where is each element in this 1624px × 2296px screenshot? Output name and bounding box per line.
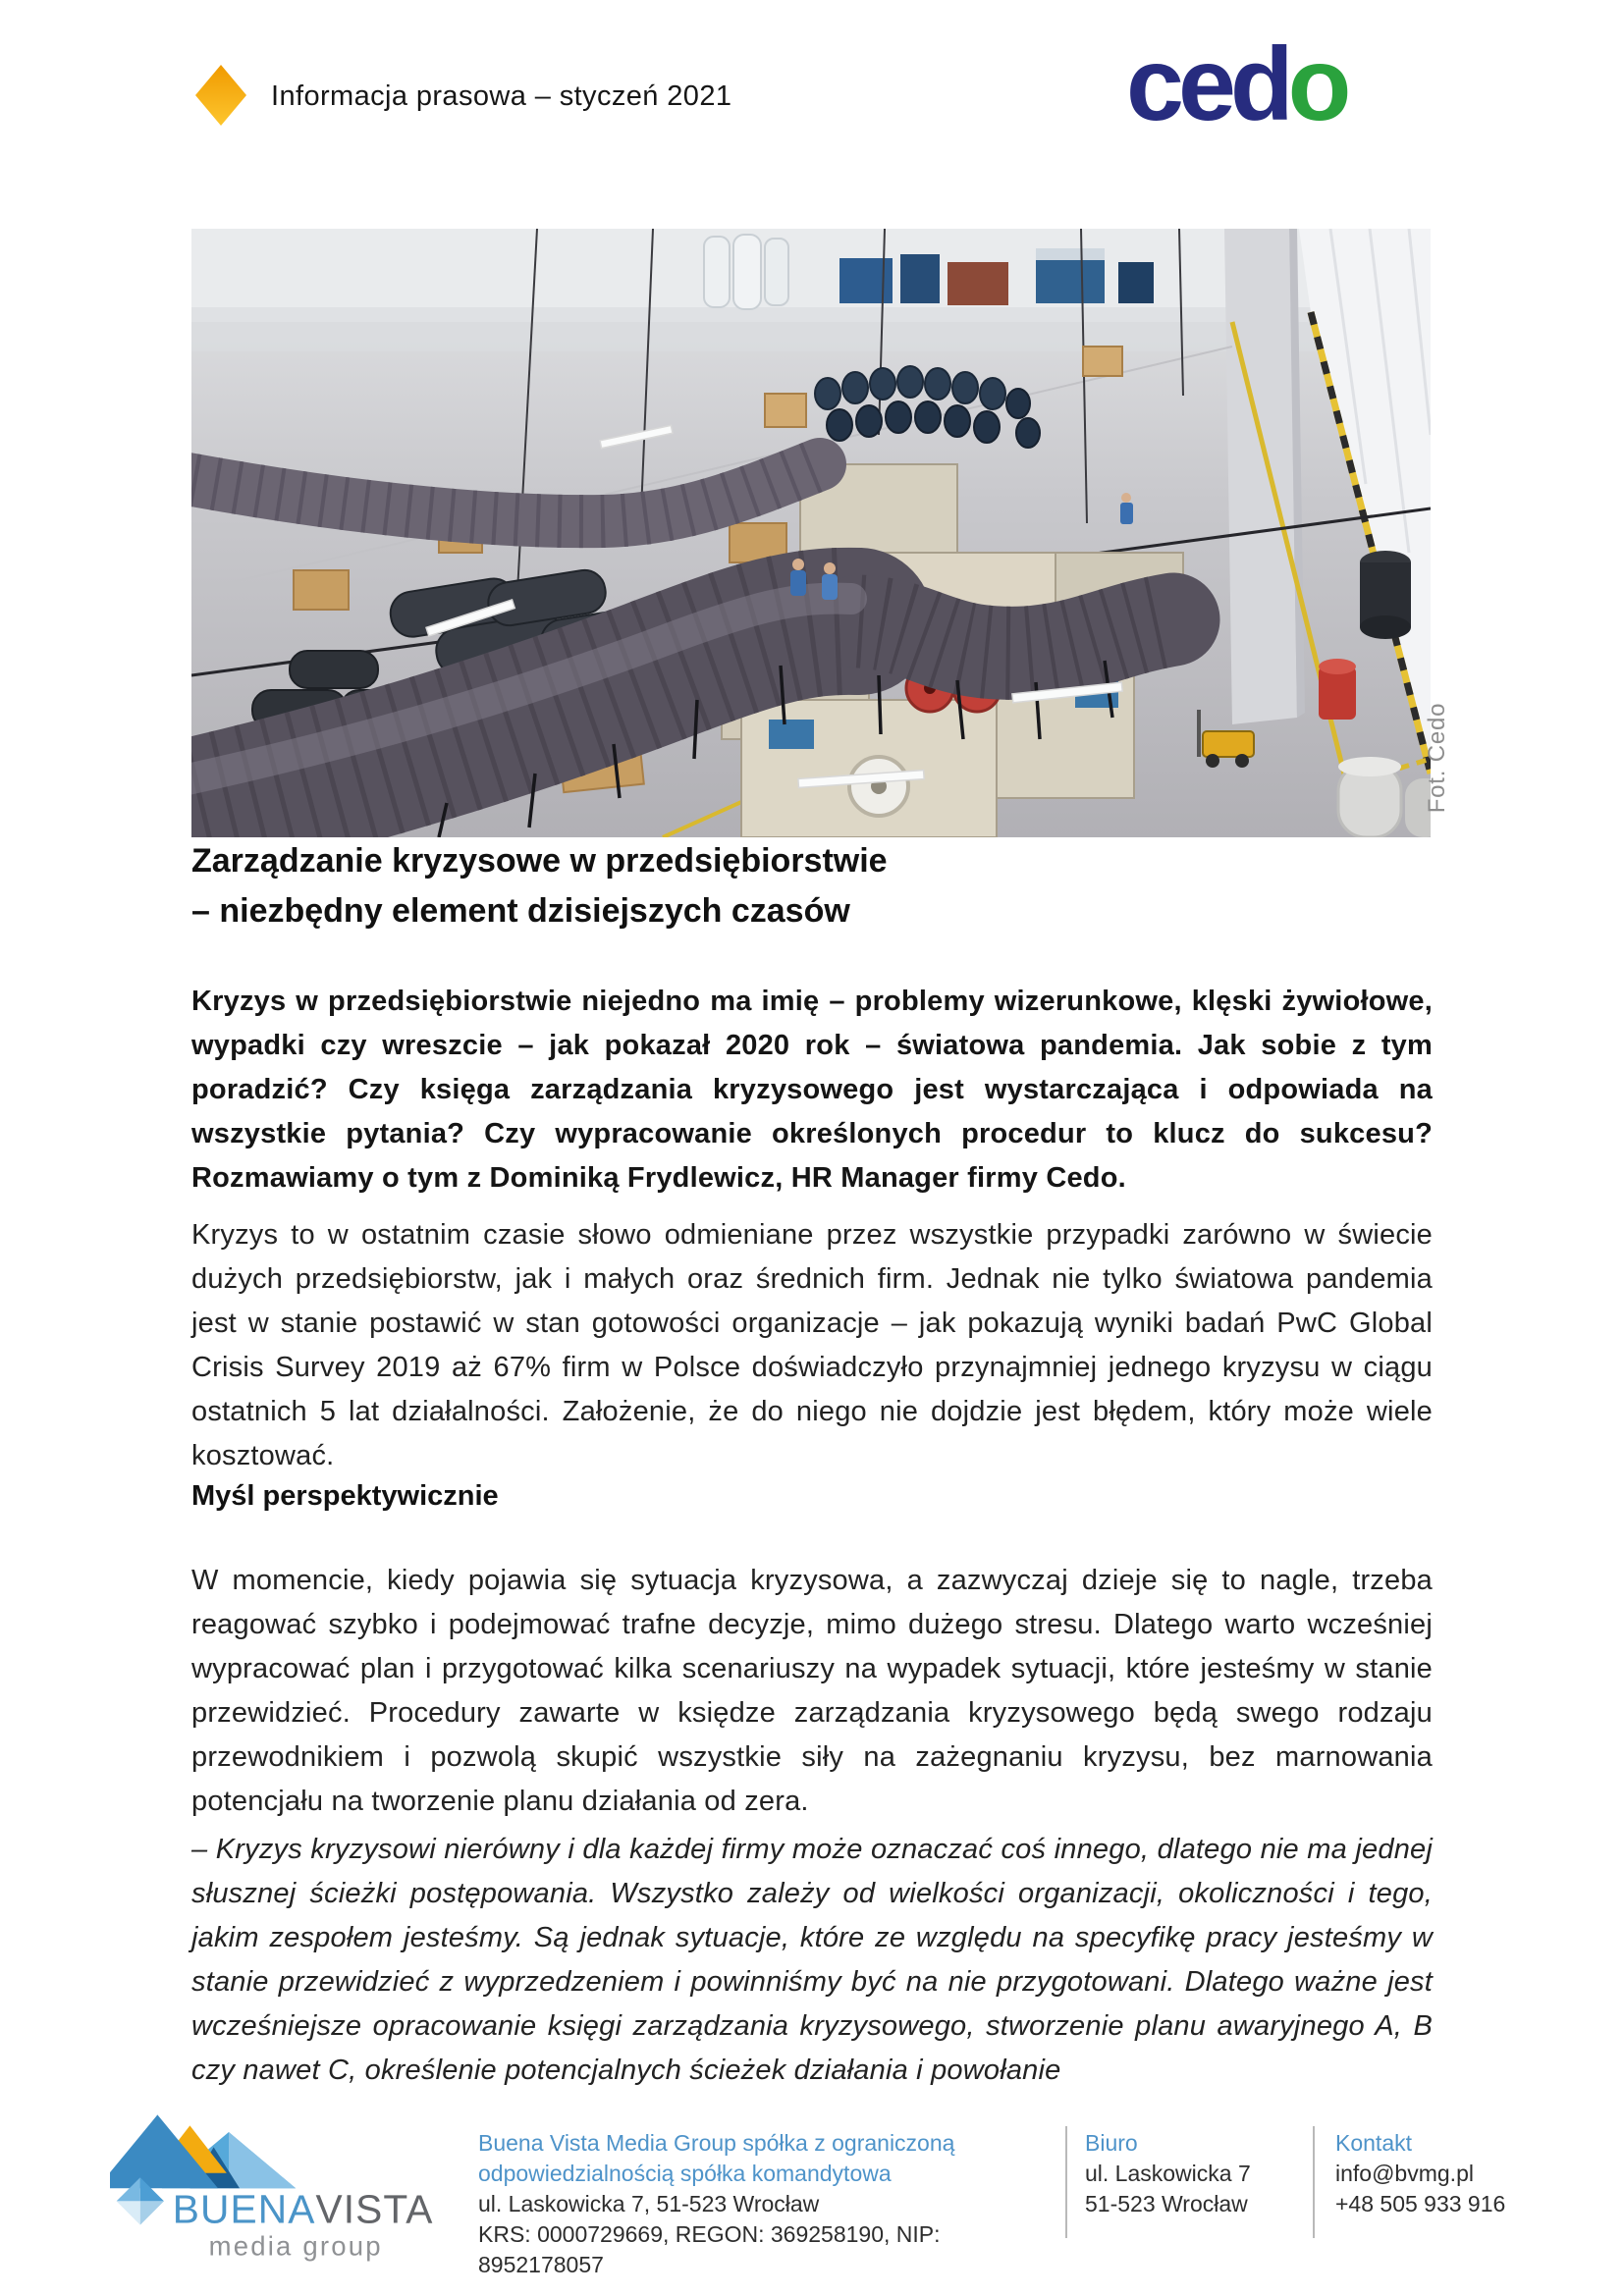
page-title-line1: Zarządzanie kryzysowe w przedsiębiorstwie <box>191 842 888 880</box>
office-address-line1: ul. Laskowicka 7 <box>1085 2161 1251 2186</box>
office-heading: Biuro <box>1085 2130 1138 2156</box>
article-lead: Kryzys w przedsiębiorstwie niejedno ma imię – problemy wizerunkowe, klęski żywiołowe, wypadki czy wreszcie – jak pokazał 2020 rok – światowa pandemia. Jak sobie z tym poradzić? Czy księga zarządzania kryzysowego jest wystarczająca i odpowiada na wszystkie pytania? Czy wypracowanie określonych procedur to klucz do sukcesu? Rozmawiamy o tym z Dominiką Frydlewicz, HR Manager firmy Cedo. <box>191 986 1433 1194</box>
bv-logo-vista: VISTA <box>315 2186 434 2232</box>
buenavista-logo <box>110 2110 434 2262</box>
footer-divider <box>1065 2126 1067 2238</box>
contact-email: info@bvmg.pl <box>1335 2161 1474 2186</box>
company-name-line2: odpowiedzialnością spółka komandytowa <box>478 2161 892 2186</box>
svg-text:BUENAVISTA <box>173 2186 434 2231</box>
page-title-line2: – niezbędny element dzisiejszych czasów <box>191 892 850 930</box>
company-registry: KRS: 0000729669, REGON: 369258190, NIP: 8952178057 <box>478 2221 941 2277</box>
footer-office <box>1085 2128 1296 2219</box>
press-release-kicker: Informacja prasowa – styczeń 2021 <box>271 80 732 112</box>
footer-divider <box>1313 2126 1315 2238</box>
contact-heading: Kontakt <box>1335 2130 1412 2156</box>
bv-logo-subtitle: media group <box>208 2230 383 2262</box>
cedo-logo-o: o <box>1287 27 1346 141</box>
article-paragraph-2: W momencie, kiedy pojawia się sytuacja kryzysowa, a zazwyczaj dzieje się to nagle, trzeba reagować szybko i podejmować trafne decyzje, mimo dużego stresu. Dlatego warto wcześniej wypracować plan i przygotować kilka scenariuszy na wypadek sytuacji, które jesteśmy w stanie przewidzieć. Procedury zawarte w księdze zarządzania kryzysowego będą swego rodzaju przewodnikiem i pozwolą skupić wszystkie siły na zażegnaniu kryzysu, bez marnowania potencjału na tworzenie planu działania od zera. <box>191 1565 1433 1817</box>
article-paragraph-1: Kryzys to w ostatnim czasie słowo odmieniane przez wszystkie przypadki zarówno w świecie dużych przedsiębiorstw, jak i małych oraz średnich firm. Jednak nie tylko światowa pandemia jest w stanie postawić w stan gotowości organizacje – jak pokazują wyniki badań PwC Global Crisis Survey 2019 aż 67% firm w Polsce doświadczyło przynajmniej jednego kryzysu w ciągu ostatnich 5 lat działalności. Założenie, że do niego nie dojdzie jest błędem, który może wiele kosztować. <box>191 1219 1433 1471</box>
bv-logo-buena: BUENA <box>172 2186 316 2232</box>
photo-credit: Fot. Cedo <box>1424 702 1450 814</box>
contact-phone: +48 505 933 916 <box>1335 2191 1506 2216</box>
article-quote: – Kryzys kryzysowi nierówny i dla każdej firmy może oznaczać coś innego, dlatego nie ma jednej słusznej ścieżki postępowania. Wszystko zależy od wielkości organizacji, okoliczności i tego, jakim zespołem jesteśmy. Są jednak sytuacje, które ze względu na specyfikę pracy jesteśmy w stanie przewidzieć z wyprzedzeniem i powinniśmy być na nie przygotowani. Dlatego ważne jest wcześniejsze opracowanie księgi zarządzania kryzysowego, stworzenie planu awaryjnego A, B czy nawet C, określenie potencjalnych ścieżek działania i powołanie <box>191 1834 1433 2086</box>
factory-photo-illustration <box>191 229 1431 837</box>
cedo-logo-ced: ced <box>1126 27 1288 141</box>
company-address: ul. Laskowicka 7, 51-523 Wrocław <box>478 2191 820 2216</box>
office-address-line2: 51-523 Wrocław <box>1085 2191 1248 2216</box>
diamond-icon <box>189 63 253 128</box>
pillar <box>1224 229 1305 724</box>
footer-company-info <box>478 2128 1048 2280</box>
svg-text:cedo <box>1126 27 1348 141</box>
article-subheading: Myśl perspektywicznie <box>191 1480 499 1512</box>
company-name-line1: Buena Vista Media Group spółka z ograniczoną <box>478 2130 955 2156</box>
footer-contact <box>1335 2128 1551 2219</box>
factory-photo <box>191 229 1431 837</box>
cedo-logo <box>1122 22 1415 141</box>
